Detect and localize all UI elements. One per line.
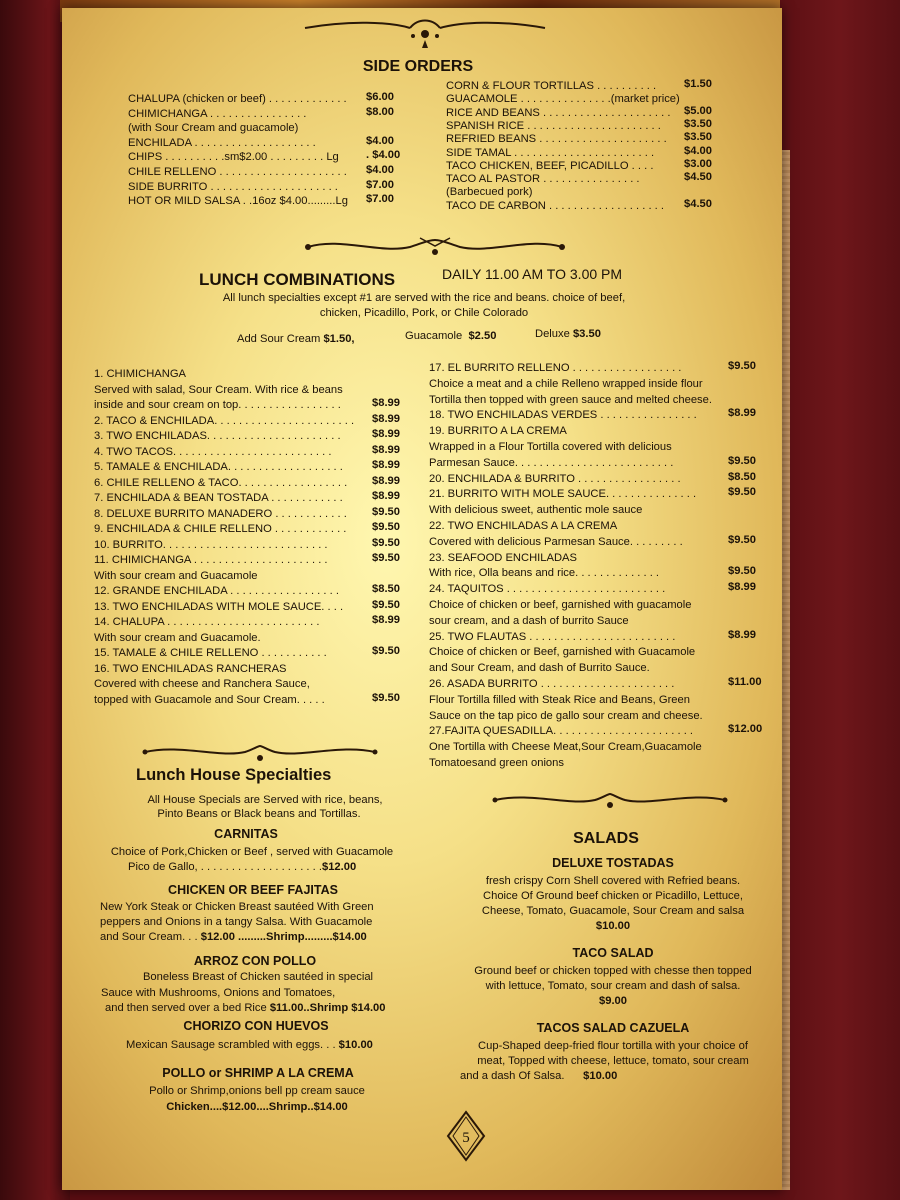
menu-line: With sour cream and Guacamole: [94, 569, 258, 582]
menu-line: 12. GRANDE ENCHILADA . . . . . . . . . . . . . . . . . .: [94, 585, 339, 597]
menu-line: Covered with cheese and Ranchera Sauce,: [94, 678, 310, 690]
menu-line: 9. ENCHILADA & CHILE RELLENO . . . . . . . . . . . .: [94, 523, 347, 535]
menu-price: $9.50: [728, 565, 756, 578]
menu-line: 21. BURRITO WITH MOLE SAUCE. . . . . . . . . . . . . . .: [429, 488, 697, 501]
menu-price: $9.50: [372, 691, 400, 704]
add-deluxe: [535, 328, 601, 341]
menu-line: Choice a meat and a chile Relleno wrapped inside flour: [429, 377, 703, 390]
menu-line: inside and sour cream on top. . . . . . . . . . . . . . . . .: [94, 399, 341, 411]
add-guac-label: Guacamole: [405, 330, 463, 342]
add-deluxe-label: Deluxe: [535, 328, 570, 340]
menu-line: 20. ENCHILADA & BURRITO . . . . . . . . . . . . . . . . .: [429, 472, 681, 485]
taco-price: $9.00: [599, 995, 627, 1007]
flourish-divider-salads: [490, 788, 730, 812]
menu-line: 6. CHILE RELLENO & TACO. . . . . . . . . . . . . . . . . .: [94, 476, 348, 489]
menu-price: $8.00: [366, 105, 394, 118]
house-specialties-title: Lunch House Specialties: [136, 766, 332, 784]
menu-line: With delicious sweet, authentic mole sauce: [429, 504, 643, 517]
menu-price: $9.50: [372, 505, 400, 518]
deluxe-desc-2: Choice Of Ground beef chicken or Picadillo, Lettuce,: [483, 890, 743, 902]
menu-line: With sour cream and Guacamole.: [94, 631, 261, 644]
fajitas-desc-3: [100, 931, 367, 944]
chorizo-price: $10.00: [338, 1039, 373, 1051]
carnitas-price: $12.00: [321, 861, 357, 873]
lunch-intro-1: All lunch specialties except #1 are served with the rice and beans. choice of beef,: [222, 292, 626, 304]
flourish-divider-house: [140, 740, 380, 766]
menu-price: $9.50: [372, 536, 400, 549]
page-number: 5: [462, 1130, 470, 1146]
menu-line: 16. TWO ENCHILADAS RANCHERAS: [94, 662, 287, 675]
salads-title: SALADS: [573, 830, 639, 847]
menu-price: $8.99: [372, 474, 400, 487]
add-guac-price: $2.50: [468, 330, 497, 342]
house-intro-1: All House Specials are Served with rice, beans,: [147, 794, 383, 806]
arroz-desc-1: Boneless Breast of Chicken sautéed in special: [142, 971, 374, 983]
menu-line: 11. CHIMICHANGA . . . . . . . . . . . . . . . . . . . . . .: [94, 554, 328, 566]
menu-price: $8.50: [372, 583, 400, 595]
menu-price: $4.50: [684, 171, 712, 184]
menu-line: 1. CHIMICHANGA: [94, 368, 186, 380]
menu-line: Covered with delicious Parmesan Sauce. . . . . . . . .: [429, 535, 683, 548]
menu-line: Tomatoesand green onions: [429, 757, 564, 769]
menu-price: $8.99: [372, 614, 400, 626]
menu-line: 8. DELUXE BURRITO MANADERO . . . . . . . . . . . .: [94, 507, 347, 520]
menu-line: 2. TACO & ENCHILADA. . . . . . . . . . . . . . . . . . . . . . .: [94, 414, 355, 427]
menu-line: 24. TAQUITOS . . . . . . . . . . . . . . . . . . . . . . . . . .: [429, 583, 666, 596]
menu-line: GUACAMOLE . . . . . . . . . . . . . . .(market price): [446, 93, 680, 106]
menu-line: HOT OR MILD SALSA . .16oz $4.00.........Lg: [128, 195, 348, 208]
menu-line: 7. ENCHILADA & BEAN TOSTADA . . . . . . . . . . . .: [94, 492, 343, 504]
menu-line: One Tortilla with Cheese Meat,Sour Cream,Guacamole: [429, 741, 702, 754]
menu-line: Choice of chicken or beef, garnished with guacamole: [429, 599, 692, 611]
fajitas-title: CHICKEN OR BEEF FAJITAS: [168, 883, 338, 897]
cazuela-desc-1: Cup-Shaped deep-fried flour tortilla with your choice of: [478, 1040, 748, 1052]
menu-line: TACO DE CARBON . . . . . . . . . . . . . . . . . . .: [446, 199, 664, 212]
fajitas-desc-3-text: and Sour Cream. . .: [100, 931, 198, 943]
arroz-title: ARROZ CON POLLO: [193, 954, 317, 968]
menu-price: $12.00: [728, 723, 763, 736]
deluxe-tostadas-title: DELUXE TOSTADAS: [552, 856, 674, 870]
menu-price: $8.99: [728, 581, 756, 594]
lunch-intro-2: chicken, Picadillo, Pork, or Chile Colorado: [319, 307, 529, 319]
menu-line: Sauce on the tap pico de gallo sour cream and cheese.: [429, 709, 703, 722]
add-guacamole: [405, 330, 496, 343]
arroz-desc-2: Sauce with Mushrooms, Onions and Tomatoes,: [101, 987, 336, 999]
menu-price: $8.99: [372, 490, 400, 502]
menu-line: 27.FAJITA QUESADILLA. . . . . . . . . . . . . . . . . . . . . . .: [429, 725, 694, 738]
menu-price: $8.99: [372, 397, 400, 409]
menu-line: 15. TAMALE & CHILE RELLENO . . . . . . . . . . .: [94, 647, 327, 659]
arroz-desc-3-text: and then served over a bed Rice: [105, 1002, 267, 1014]
menu-line: Parmesan Sauce. . . . . . . . . . . . . . . . . . . . . . . . . .: [429, 456, 674, 469]
menu-price: $8.99: [372, 428, 400, 440]
lunch-combinations-title: LUNCH COMBINATIONS: [199, 270, 396, 289]
menu-line: With rice, Olla beans and rice. . . . . . . . . . . . . .: [429, 567, 660, 580]
menu-price: $4.00: [366, 134, 394, 147]
menu-line: 22. TWO ENCHILADAS A LA CREMA: [429, 520, 618, 532]
carnitas-desc-2-text: Pico de Gallo, . . . . . . . . . . . . . . . . . . . .: [128, 861, 322, 873]
menu-line: CHIPS . . . . . . . . . .sm$2.00 . . . . . . . . . Lg: [128, 151, 339, 164]
menu-price: $3.50: [684, 117, 712, 130]
menu-line: TACO CHICKEN, BEEF, PICADILLO . . . .: [446, 159, 654, 172]
menu-line: Flour Tortilla filled with Steak Rice and Beans, Green: [429, 693, 690, 706]
menu-price: $6.00: [366, 91, 394, 103]
menu-line: SIDE TAMAL . . . . . . . . . . . . . . . . . . . . . . .: [446, 146, 655, 159]
menu-price: $8.99: [372, 412, 400, 425]
menu-line: and Sour Cream, and dash of Burrito Sauce.: [429, 662, 650, 675]
house-intro-2: Pinto Beans or Black beans and Tortillas.: [157, 808, 361, 820]
fajitas-price: $12.00 .........Shrimp.........$14.00: [200, 931, 367, 943]
menu-line: Wrapped in a Flour Tortilla covered with delicious: [429, 441, 672, 453]
chorizo-title: CHORIZO CON HUEVOS: [183, 1019, 329, 1033]
menu-line: 19. BURRITO A LA CREMA: [429, 425, 567, 438]
menu-line: Choice of chicken or Beef, garnished with Guacamole: [429, 646, 696, 659]
add-sour-price: $1.50,: [323, 333, 355, 345]
pollo-title: POLLO or SHRIMP A LA CREMA: [162, 1066, 354, 1080]
add-sour-cream: [237, 333, 355, 346]
menu-line: (Barbecued pork): [446, 186, 533, 199]
menu-price: $7.00: [366, 193, 394, 206]
background-left: [0, 0, 70, 1200]
cazuela-desc-2: meat, Topped with cheese, lettuce, tomato, sour cream: [477, 1055, 749, 1067]
menu-line: 4. TWO TACOS. . . . . . . . . . . . . . . . . . . . . . . . . .: [94, 445, 332, 458]
add-sour-label: Add Sour Cream: [237, 333, 321, 345]
menu-line: sour cream, and a dash of burrito Sauce: [429, 614, 629, 627]
menu-line: 18. TWO ENCHILADAS VERDES . . . . . . . . . . . . . . . .: [429, 409, 697, 422]
add-deluxe-price: $3.50: [572, 328, 601, 340]
menu-price: . $4.00: [366, 149, 401, 162]
menu-line: CHILE RELLENO . . . . . . . . . . . . . . . . . . . . .: [128, 166, 347, 178]
taco-desc-2: with lettuce, Tomato, sour cream and dash of salsa.: [485, 980, 741, 992]
menu-price: $9.50: [372, 521, 400, 533]
cazuela-title: TACOS SALAD CAZUELA: [536, 1021, 690, 1035]
menu-line: 14. CHALUPA . . . . . . . . . . . . . . . . . . . . . . . . .: [94, 616, 320, 628]
menu-line: CHALUPA (chicken or beef) . . . . . . . . . . . . .: [128, 93, 347, 105]
chorizo-desc-text: Mexican Sausage scrambled with eggs. . .: [126, 1039, 336, 1051]
menu-line: Served with salad, Sour Cream. With rice & beans: [94, 383, 343, 396]
menu-line: 25. TWO FLAUTAS . . . . . . . . . . . . . . . . . . . . . . . .: [429, 630, 676, 643]
carnitas-desc-2: [128, 861, 356, 874]
menu-price: $9.50: [372, 645, 400, 657]
background-right: [780, 0, 900, 1200]
menu-price: $7.00: [366, 178, 394, 191]
menu-line: RICE AND BEANS . . . . . . . . . . . . . . . . . . . . .: [446, 106, 671, 119]
taco-salad-title: TACO SALAD: [572, 946, 654, 960]
menu-line: 26. ASADA BURRITO . . . . . . . . . . . . . . . . . . . . . .: [429, 678, 675, 690]
menu-price: $11.00: [728, 676, 762, 688]
arroz-price: $11.00..Shrimp $14.00: [269, 1002, 386, 1014]
menu-price: $4.00: [366, 164, 394, 176]
menu-line: 10. BURRITO. . . . . . . . . . . . . . . . . . . . . . . . . . .: [94, 538, 328, 551]
cazuela-price: $10.00: [583, 1070, 618, 1082]
menu-line: 17. EL BURRITO RELLENO . . . . . . . . . . . . . . . . . .: [429, 362, 682, 374]
menu-line: CHIMICHANGA . . . . . . . . . . . . . . . .: [128, 107, 307, 120]
chorizo-desc: [126, 1039, 373, 1052]
menu-price: $9.50: [728, 533, 756, 546]
fajitas-desc-1: New York Steak or Chicken Breast sautéed With Green: [100, 901, 374, 913]
menu-price: $4.50: [684, 197, 712, 210]
menu-price: $3.00: [684, 157, 712, 170]
menu-line: TACO AL PASTOR . . . . . . . . . . . . . . . .: [446, 173, 640, 186]
deluxe-price: $10.00: [595, 920, 631, 932]
menu-line: REFRIED BEANS . . . . . . . . . . . . . . . . . . . . .: [446, 133, 667, 146]
fajitas-desc-2: peppers and Onions in a tangy Salsa. With Guacamole: [100, 916, 373, 928]
pollo-price: Chicken....$12.00....Shrimp..$14.00: [166, 1101, 348, 1113]
menu-price: $1.50: [684, 78, 712, 90]
menu-line: Tortilla then topped with green sauce and melted cheese.: [429, 393, 712, 406]
menu-line: topped with Guacamole and Sour Cream. . . . .: [94, 693, 325, 706]
menu-line: 3. TWO ENCHILADAS. . . . . . . . . . . . . . . . . . . . . .: [94, 430, 341, 442]
menu-price: $9.50: [372, 552, 400, 564]
menu-price: $8.50: [728, 470, 756, 483]
menu-price: $8.99: [372, 443, 400, 456]
menu-price: $4.00: [684, 144, 712, 157]
cazuela-desc-3: [460, 1070, 617, 1083]
taco-desc-1: Ground beef or chicken topped with chesse then topped: [474, 965, 752, 977]
menu-line: SPANISH RICE . . . . . . . . . . . . . . . . . . . . . .: [446, 119, 661, 132]
menu-price: $8.99: [728, 628, 756, 641]
deluxe-desc-1: fresh crispy Corn Shell covered with Refried beans.: [485, 875, 741, 887]
menu-price: $8.99: [372, 459, 400, 471]
flourish-ornament-top: [300, 10, 550, 50]
side-orders-title: SIDE ORDERS: [362, 58, 474, 75]
menu-price: $5.00: [684, 104, 712, 117]
carnitas-desc-1: Choice of Pork,Chicken or Beef , served with Guacamole: [110, 846, 394, 858]
menu-line: SIDE BURRITO . . . . . . . . . . . . . . . . . . . . .: [128, 180, 338, 193]
menu-price: $9.50: [728, 454, 756, 467]
lunch-hours: DAILY 11.00 AM TO 3.00 PM: [442, 266, 623, 282]
arroz-desc-3: [105, 1002, 386, 1015]
carnitas-title: CARNITAS: [214, 827, 278, 841]
cazuela-desc-3-text: and a dash Of Salsa.: [460, 1070, 565, 1082]
menu-line: CORN & FLOUR TORTILLAS . . . . . . . . . .: [446, 80, 657, 92]
menu-price: $9.50: [728, 486, 756, 499]
pollo-desc: Pollo or Shrimp,onions bell pp cream sauce: [149, 1085, 365, 1097]
menu-price: $3.50: [684, 131, 712, 144]
menu-line: ENCHILADA . . . . . . . . . . . . . . . . . . . .: [128, 136, 316, 149]
menu-line: (with Sour Cream and guacamole): [128, 122, 299, 135]
menu-line: 23. SEAFOOD ENCHILADAS: [429, 551, 577, 564]
menu-price: $9.50: [372, 598, 400, 611]
page-number-badge: [446, 1110, 486, 1162]
menu-line: 13. TWO ENCHILADAS WITH MOLE SAUCE. . . .: [94, 600, 344, 613]
flourish-divider-1: [300, 232, 570, 262]
menu-price: $8.99: [728, 407, 756, 420]
deluxe-desc-3: Cheese, Tomato, Guacamole, Sour Cream and salsa: [481, 905, 745, 917]
menu-line: 5. TAMALE & ENCHILADA. . . . . . . . . . . . . . . . . . .: [94, 461, 343, 473]
menu-price: $9.50: [728, 360, 756, 372]
